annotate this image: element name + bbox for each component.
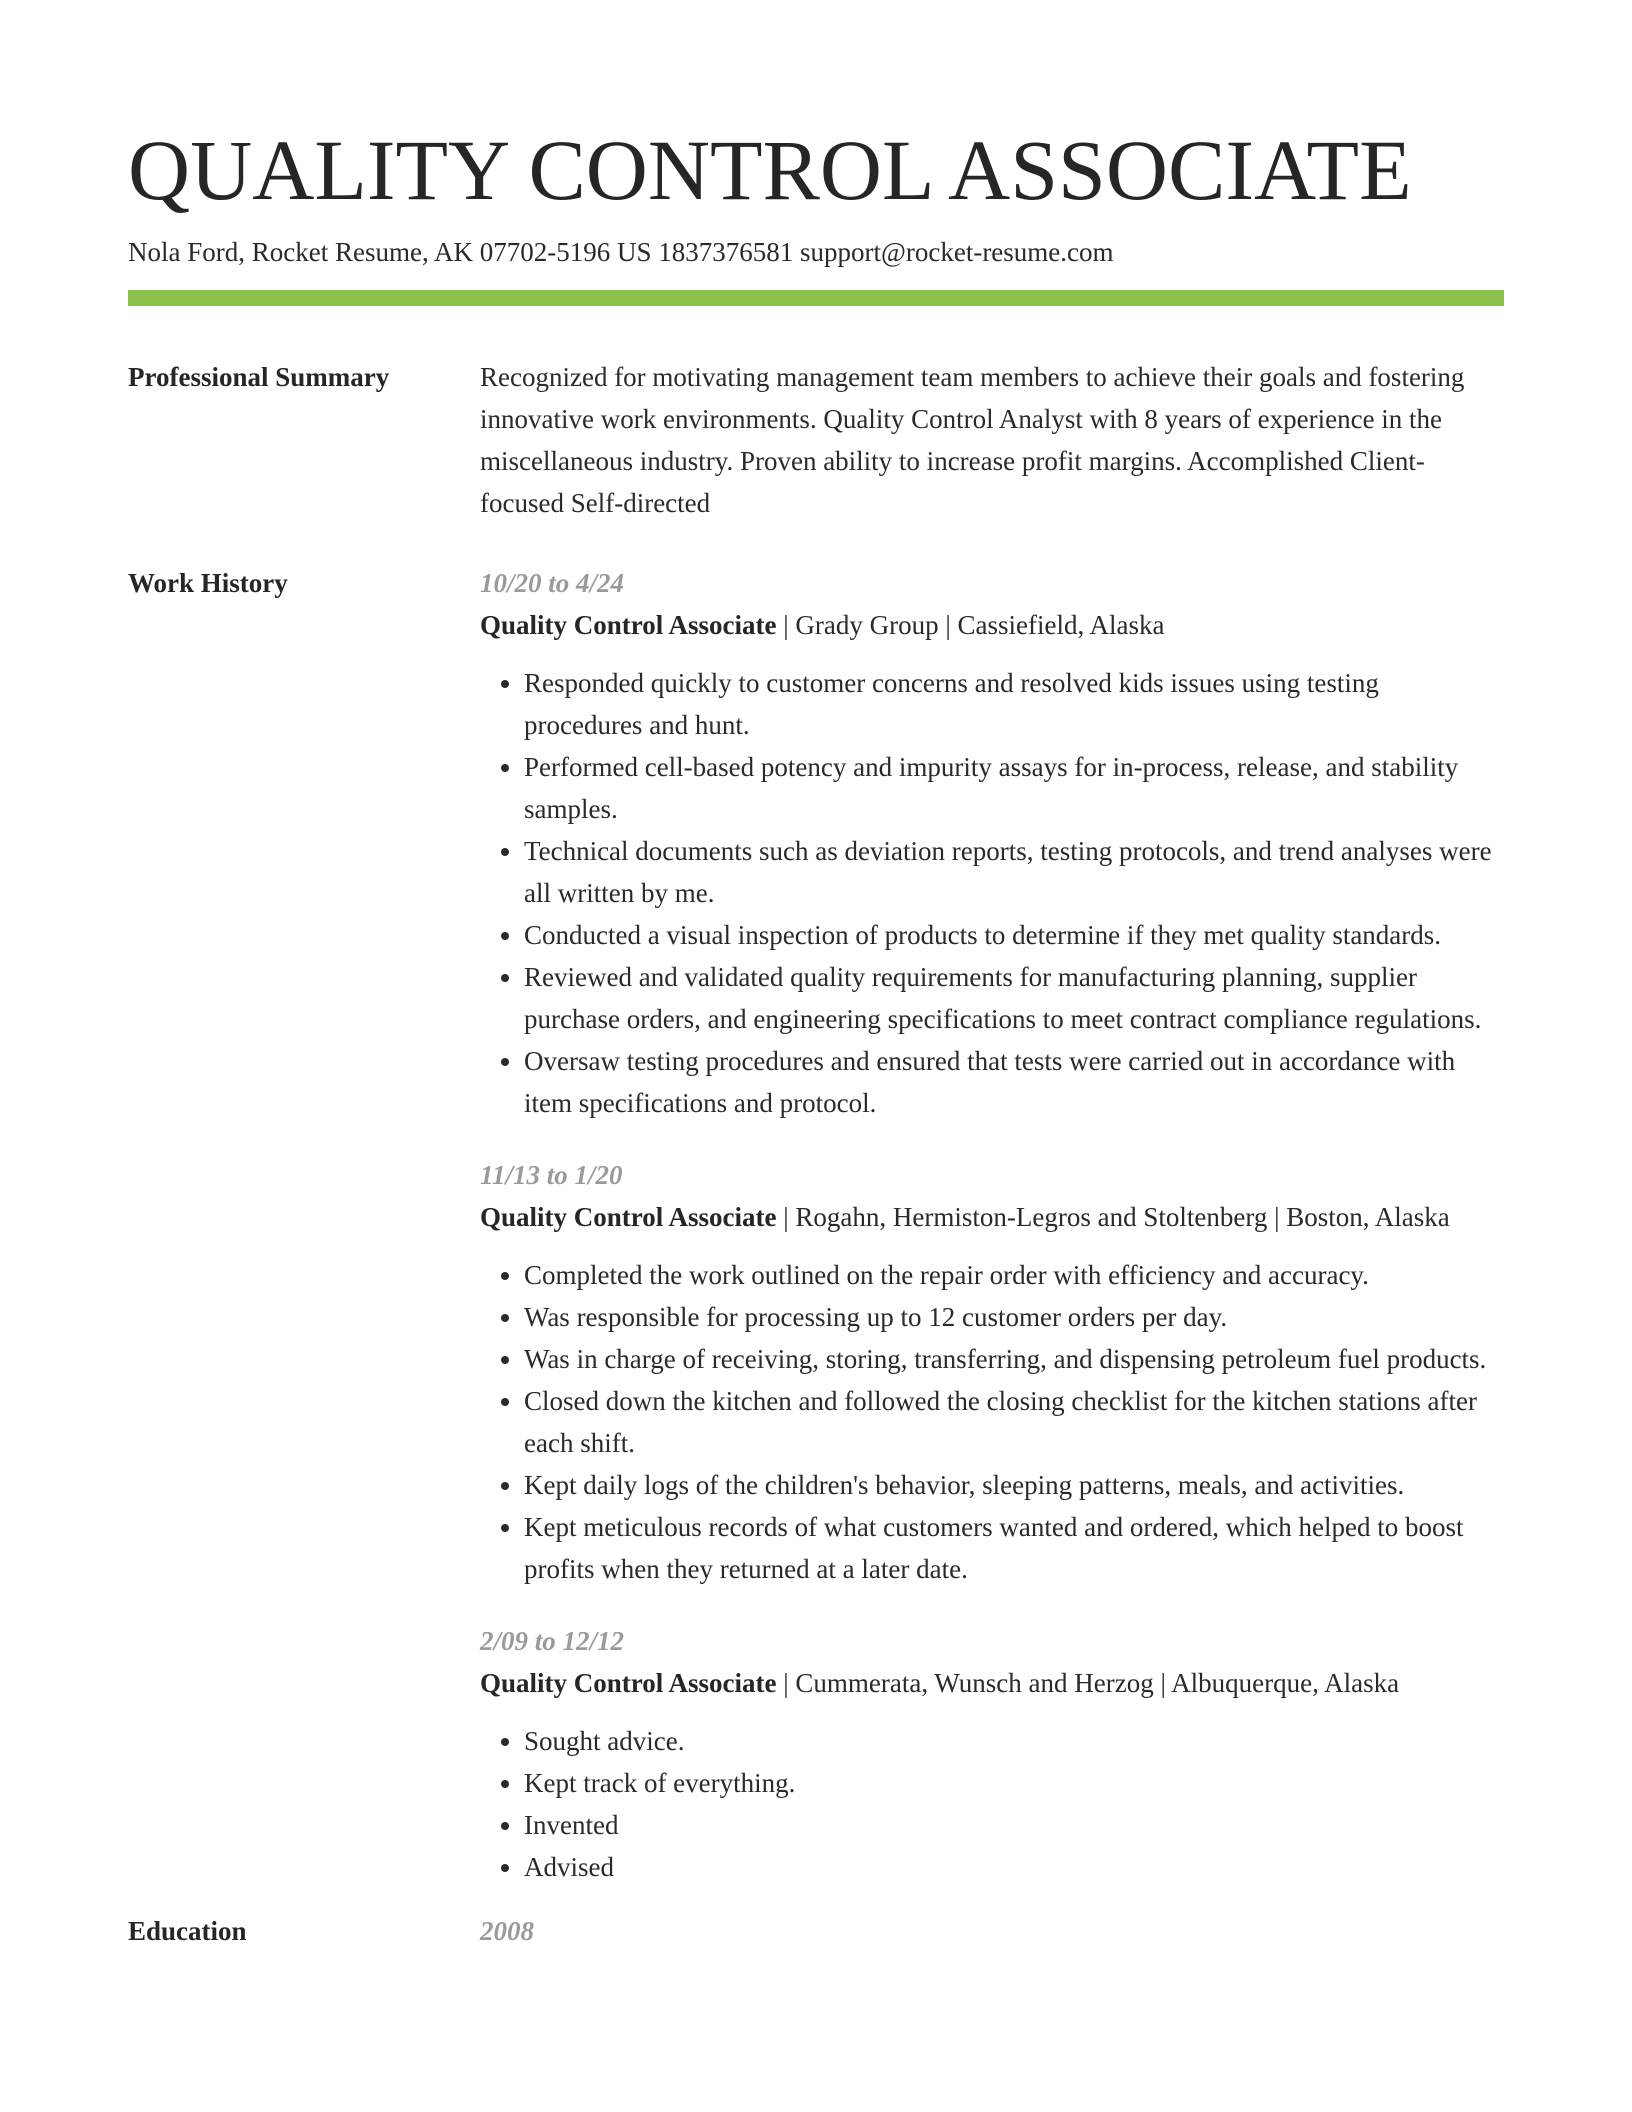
job-entry: [480, 562, 1504, 1124]
job-bullet: • Conducted a visual inspection of products to determine if they met quality standards.: [524, 914, 1504, 956]
job-bullet: • Responded quickly to customer concerns and resolved kids issues using testing procedures and hunt.: [524, 662, 1504, 746]
job-bullet: • Was in charge of receiving, storing, transferring, and dispensing petroleum fuel products.: [524, 1338, 1504, 1380]
summary-text: Recognized for motivating management team members to achieve their goals and fostering innovative work environments. Quality Control Analyst with 8 years of experience in the miscellaneous industry. Proven ability to increase profit margins. Accomplished Client-focused Self-directed: [480, 362, 1465, 518]
job-heading: [480, 1196, 1504, 1238]
job-bullet-list: [480, 662, 1504, 1124]
job-title: Quality Control Associate: [480, 1668, 777, 1698]
section-label-work-history: Work History: [128, 568, 288, 598]
job-bullet: • Closed down the kitchen and followed the closing checklist for the kitchen stations after each shift.: [524, 1380, 1504, 1464]
job-details: | Grady Group | Cassiefield, Alaska: [776, 610, 1165, 640]
job-bullet-list: [480, 1720, 1504, 1888]
section-label-education: Education: [128, 1916, 247, 1946]
job-entry: [480, 1154, 1504, 1590]
contact-name: Nola Ford,: [128, 237, 245, 267]
resume-title: QUALITY CONTROL ASSOCIATE: [128, 122, 1412, 218]
job-bullet: • Invented: [524, 1804, 1504, 1846]
job-details: | Cummerata, Wunsch and Herzog | Albuquerque, Alaska: [776, 1668, 1400, 1698]
job-bullet: • Reviewed and validated quality requirements for manufacturing planning, supplier purchase orders, and engineering specifications to meet contract compliance regulations.: [524, 956, 1504, 1040]
job-bullet: • Kept track of everything.: [524, 1762, 1504, 1804]
job-title: Quality Control Associate: [480, 610, 777, 640]
job-bullet: • Kept meticulous records of what customers wanted and ordered, which helped to boost profits when they returned at a later date.: [524, 1506, 1504, 1590]
job-bullet: • Kept daily logs of the children's behavior, sleeping patterns, meals, and activities.: [524, 1464, 1504, 1506]
job-bullet: • Performed cell-based potency and impurity assays for in-process, release, and stability samples.: [524, 746, 1504, 830]
education-year: 2008: [480, 1916, 534, 1946]
contact-email: support@rocket-resume.com: [800, 237, 1114, 267]
work-history-section: [128, 562, 1504, 1888]
job-heading: [480, 604, 1504, 646]
section-label-summary: Professional Summary: [128, 362, 390, 392]
contact-company: Rocket Resume,: [251, 237, 429, 267]
professional-summary-section: [128, 356, 1504, 524]
contact-line: [128, 234, 1504, 270]
job-details: | Rogahn, Hermiston-Legros and Stoltenberg | Boston, Alaska: [776, 1202, 1450, 1232]
job-bullet: • Completed the work outlined on the repair order with efficiency and accuracy.: [524, 1254, 1504, 1296]
contact-phone: 1837376581: [658, 237, 794, 267]
education-section: [128, 1910, 1504, 1952]
job-bullet: • Advised: [524, 1846, 1504, 1888]
job-dates: 2/09 to 12/12: [480, 1626, 625, 1656]
job-bullet: • Technical documents such as deviation reports, testing protocols, and trend analyses were all written by me.: [524, 830, 1504, 914]
resume-page: [128, 118, 1504, 1952]
job-bullet: • Sought advice.: [524, 1720, 1504, 1762]
job-bullet: • Was responsible for processing up to 12 customer orders per day.: [524, 1296, 1504, 1338]
job-entry: [480, 1620, 1504, 1888]
job-dates: 11/13 to 1/20: [480, 1160, 623, 1190]
job-dates: 10/20 to 4/24: [480, 568, 625, 598]
job-heading: [480, 1662, 1504, 1704]
job-title: Quality Control Associate: [480, 1202, 777, 1232]
contact-location: AK 07702-5196 US: [433, 237, 652, 267]
job-bullet-list: [480, 1254, 1504, 1590]
job-bullet: • Oversaw testing procedures and ensured that tests were carried out in accordance with item specifications and protocol.: [524, 1040, 1504, 1124]
header-divider: [128, 290, 1504, 306]
